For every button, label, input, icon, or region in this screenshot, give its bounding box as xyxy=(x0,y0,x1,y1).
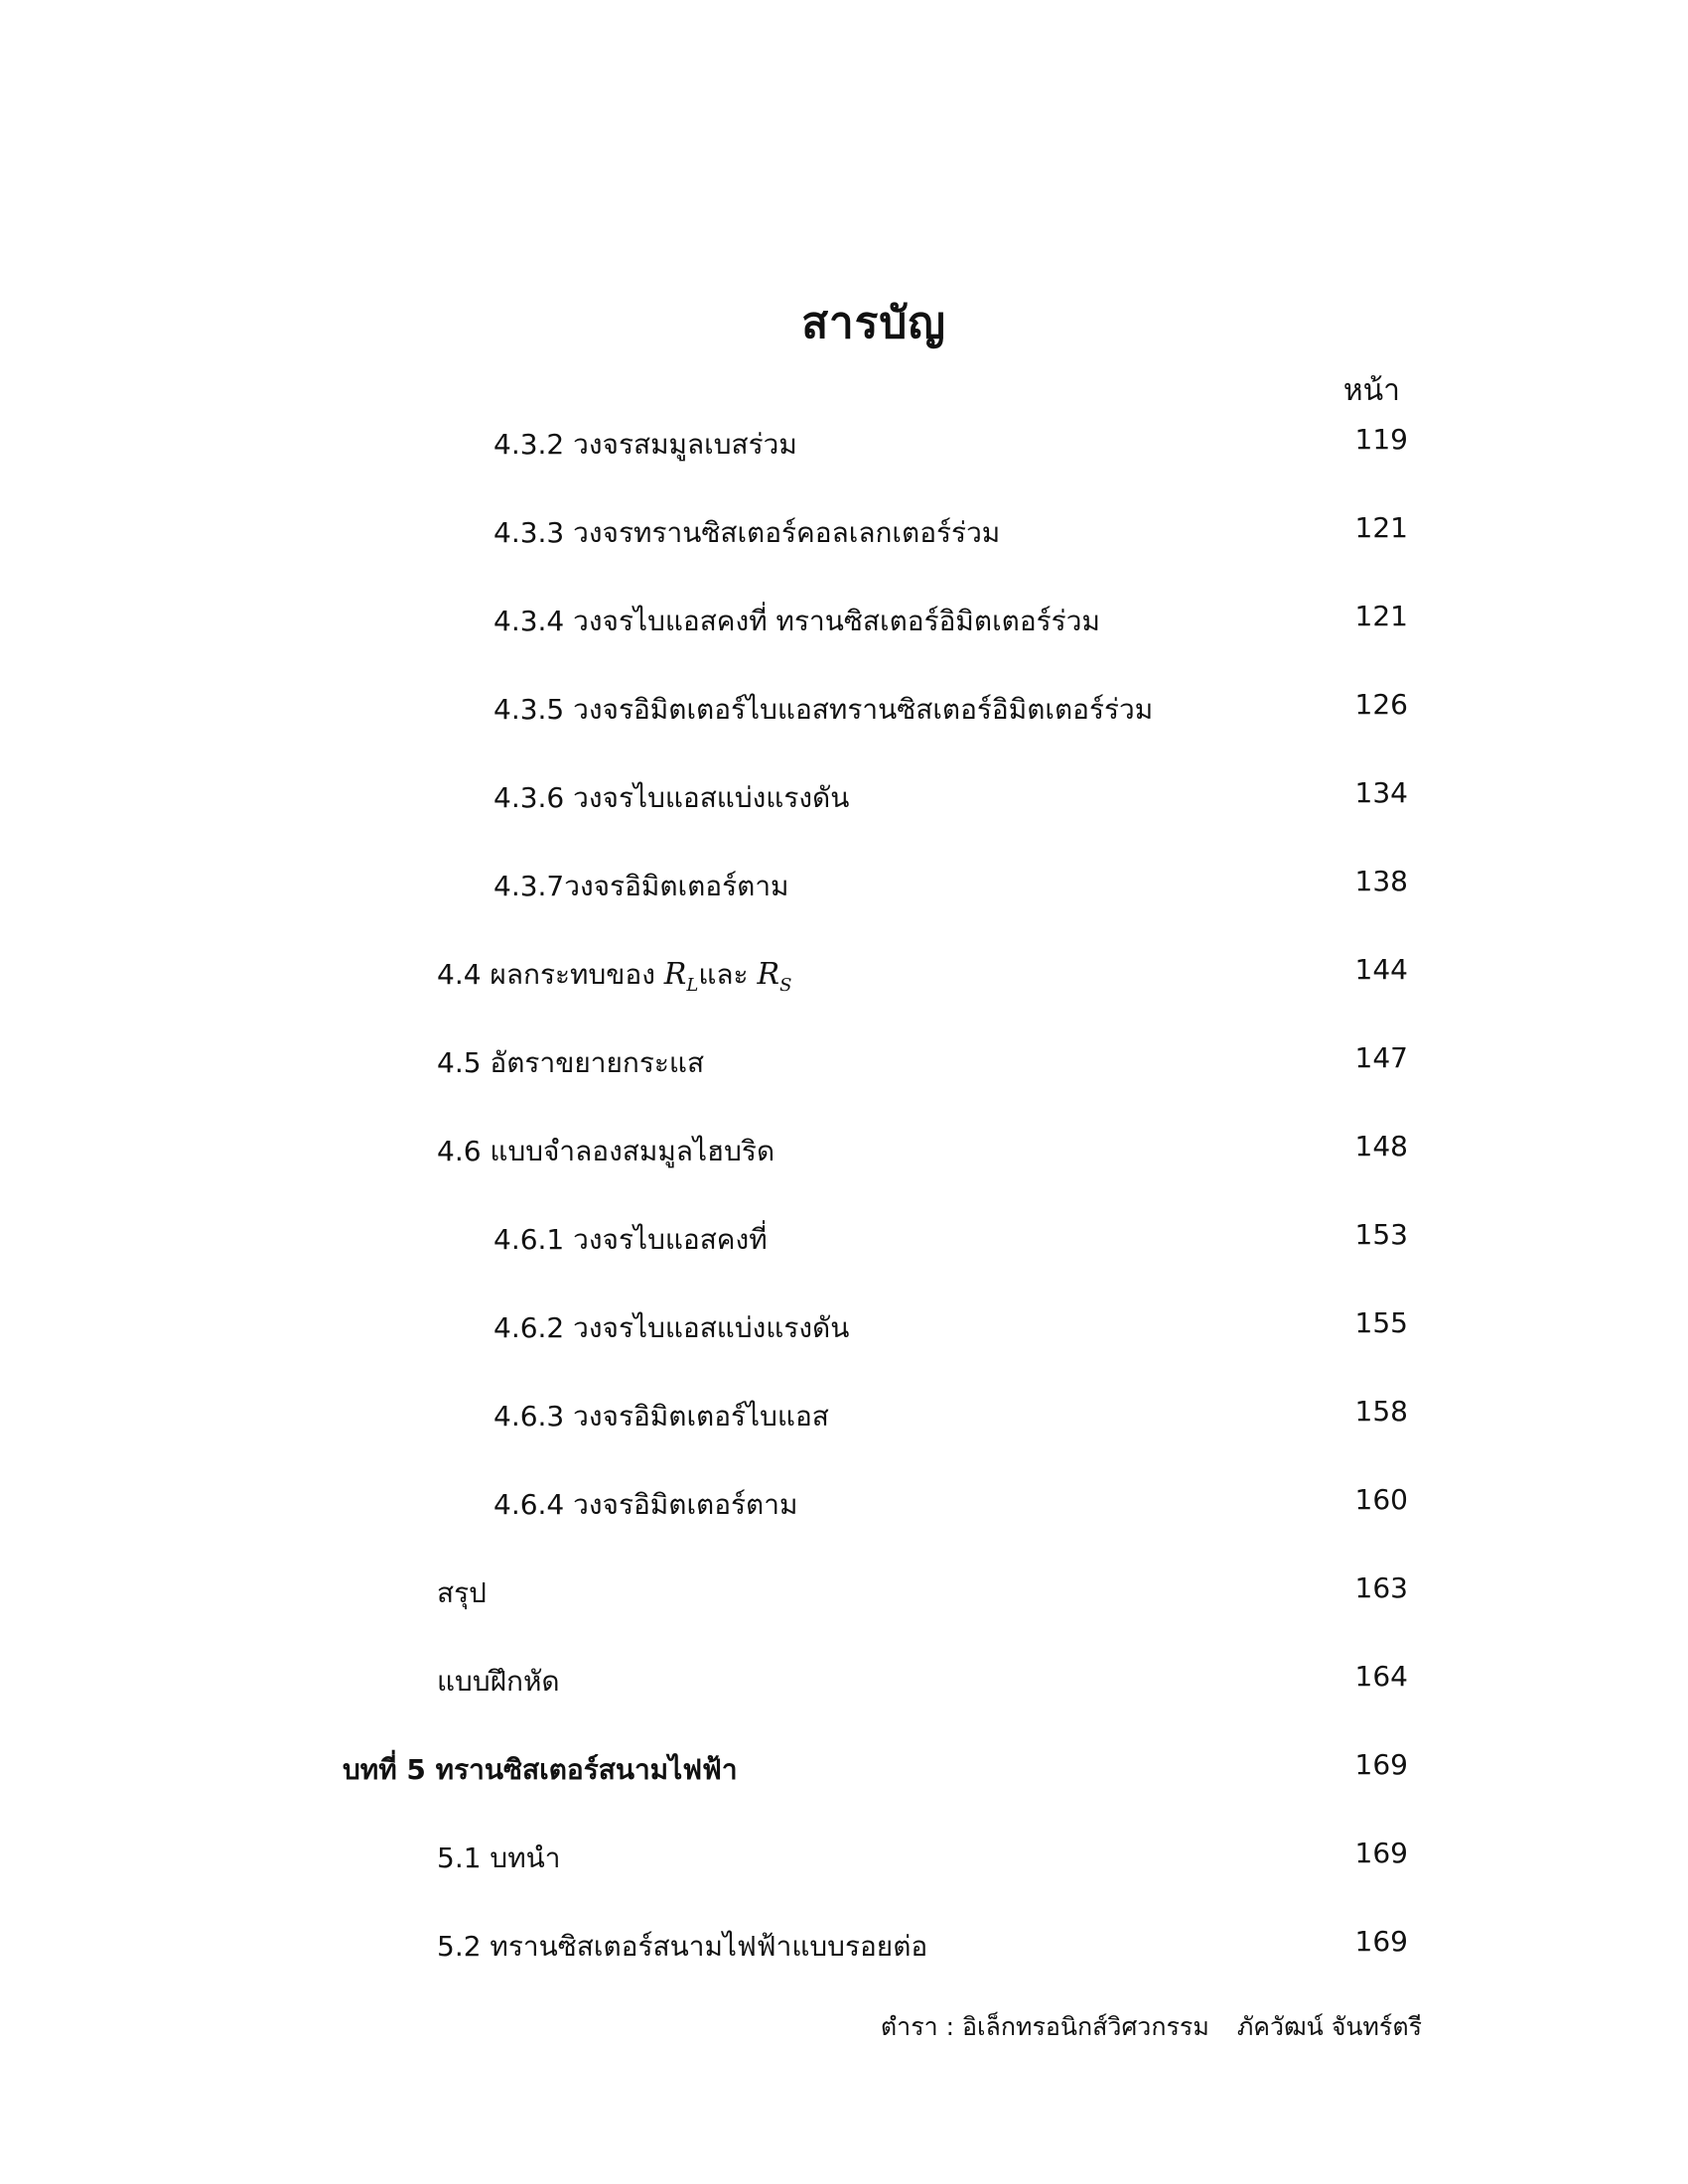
toc-entry-label: สรุป xyxy=(437,1576,487,1609)
math-symbol: R xyxy=(663,957,687,992)
toc-entry-label: 4.3.6 วงจรไบแอสแบ่งแรงดัน xyxy=(493,781,850,814)
toc-entry-page: 169 xyxy=(1354,1837,1408,1869)
toc-entry-page: 138 xyxy=(1354,865,1408,897)
toc-entry xyxy=(0,1564,1688,1652)
toc-entry-page: 169 xyxy=(1354,1925,1408,1958)
toc-entry xyxy=(0,768,1688,857)
toc-entry xyxy=(0,592,1688,680)
toc-entry xyxy=(0,1475,1688,1564)
toc-entry-text: 4.4 ผลกระทบของ xyxy=(437,958,655,991)
toc-entry-label: 5.1 บทนำ xyxy=(437,1842,561,1874)
toc-entry xyxy=(0,1652,1688,1740)
toc-entry-label: 4.6.4 วงจรอิมิตเตอร์ตาม xyxy=(493,1488,798,1521)
toc-entry-page: 144 xyxy=(1354,953,1408,986)
math-subscript: L xyxy=(686,975,699,996)
toc-entry xyxy=(0,1033,1688,1122)
toc-entry-label: 4.6.2 วงจรไบแอสแบ่งแรงดัน xyxy=(493,1311,850,1344)
toc-entry xyxy=(0,1298,1688,1387)
toc-entry-page: 147 xyxy=(1354,1041,1408,1074)
toc-entry-page: 158 xyxy=(1354,1395,1408,1428)
toc-entry xyxy=(0,857,1688,945)
math-r-l xyxy=(663,957,699,996)
toc-entry-page: 169 xyxy=(1354,1748,1408,1781)
toc-entry-label: 4.5 อัตราขยายกระแส xyxy=(437,1046,705,1079)
toc-entry-page: 148 xyxy=(1354,1130,1408,1162)
toc-list xyxy=(0,415,1688,2005)
toc-entry-page: 119 xyxy=(1354,423,1408,456)
toc-entry xyxy=(0,680,1688,768)
toc-entry xyxy=(0,945,1688,1033)
toc-entry-label: 4.6 แบบจำลองสมมูลไฮบริด xyxy=(437,1135,775,1167)
math-symbol: R xyxy=(757,957,780,992)
toc-entry-page: 155 xyxy=(1354,1306,1408,1339)
toc-chapter-entry xyxy=(0,1740,1688,1829)
toc-entry-page: 126 xyxy=(1354,688,1408,721)
toc-entry-page: 160 xyxy=(1354,1483,1408,1516)
toc-entry xyxy=(0,415,1688,503)
page-title: สารบัญ xyxy=(801,298,946,348)
toc-entry-label: แบบฝึกหัด xyxy=(437,1665,560,1698)
toc-entry-label: 4.3.7วงจรอิมิตเตอร์ตาม xyxy=(493,870,789,902)
math-r-s xyxy=(757,957,792,996)
toc-entry-label: 4.3.5 วงจรอิมิตเตอร์ไบแอสทรานซิสเตอร์อิมิตเตอร์ร่วม xyxy=(493,693,1154,726)
toc-entry xyxy=(0,503,1688,592)
toc-entry-label: 4.3.4 วงจรไบแอสคงที่ ทรานซิสเตอร์อิมิตเตอร์ร่วม xyxy=(493,605,1100,637)
toc-entry-label: 5.2 ทรานซิสเตอร์สนามไฟฟ้าแบบรอยต่อ xyxy=(437,1930,928,1963)
toc-entry xyxy=(0,1917,1688,2005)
toc-entry-text: และ xyxy=(698,958,749,991)
toc-entry xyxy=(0,1387,1688,1475)
toc-entry-label: 4.3.3 วงจรทรานซิสเตอร์คอลเลกเตอร์ร่วม xyxy=(493,516,1001,549)
toc-entry-label: 4.6.3 วงจรอิมิตเตอร์ไบแอส xyxy=(493,1400,829,1433)
toc-entry-page: 121 xyxy=(1354,511,1408,544)
page-footer xyxy=(881,2007,1422,2047)
page-column-header: หน้า xyxy=(1342,373,1400,408)
toc-entry-page: 134 xyxy=(1354,776,1408,809)
toc-entry-page: 164 xyxy=(1354,1660,1408,1693)
toc-entry xyxy=(0,1829,1688,1917)
toc-entry xyxy=(0,1122,1688,1210)
footer-book-title: ตำรา : อิเล็กทรอนิกส์วิศวกรรม xyxy=(880,2012,1209,2041)
toc-entry-page: 121 xyxy=(1354,600,1408,632)
toc-entry-label xyxy=(437,953,791,997)
toc-entry-page: 163 xyxy=(1354,1571,1408,1604)
footer-author: ภัควัฒน์ จันทร์ตรี xyxy=(1236,2012,1422,2041)
math-subscript: S xyxy=(779,975,792,996)
toc-chapter-label: บทที่ 5 ทรานซิสเตอร์สนามไฟฟ้า xyxy=(343,1753,738,1786)
toc-entry-label: 4.3.2 วงจรสมมูลเบสร่วม xyxy=(493,428,797,461)
toc-entry-label: 4.6.1 วงจรไบแอสคงที่ xyxy=(493,1223,768,1256)
toc-entry xyxy=(0,1210,1688,1298)
toc-entry-page: 153 xyxy=(1354,1218,1408,1251)
